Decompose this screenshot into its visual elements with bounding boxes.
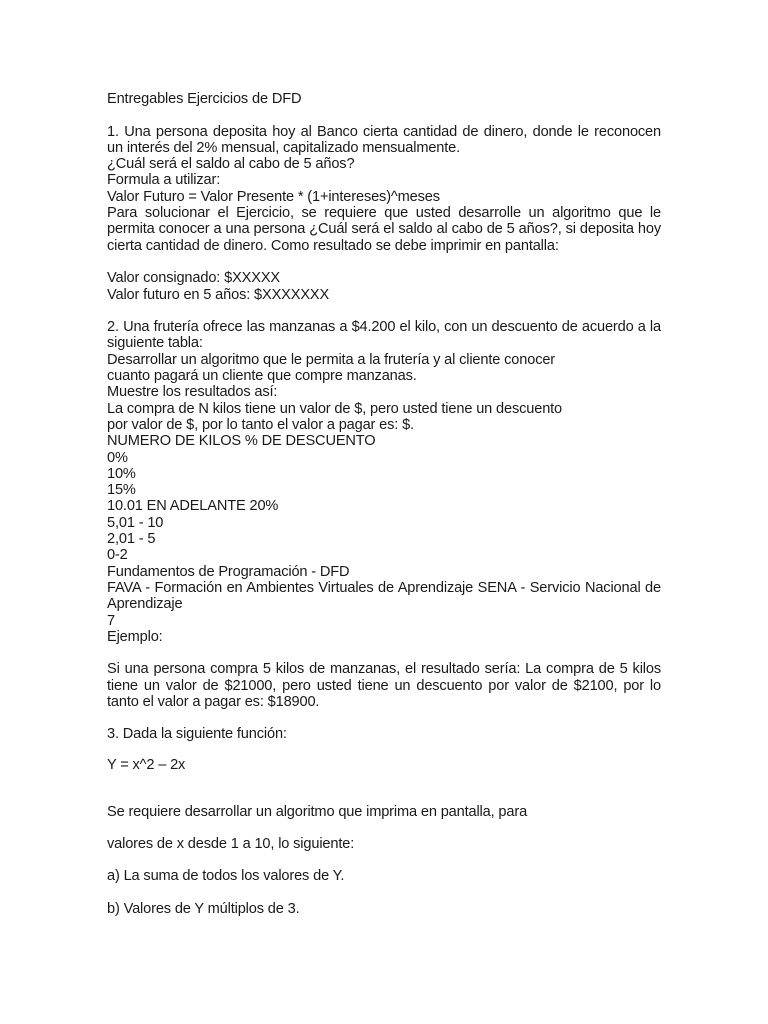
exercise-1-output-line-2: Valor futuro en 5 años: $XXXXXXX: [107, 286, 330, 303]
exercise-3-item-a: a) La suma de todos los valores de Y.: [107, 868, 345, 885]
exercise-2-line-4: La compra de N kilos tiene un valor de $, pero usted tiene un descuento: [107, 400, 563, 417]
exercise-3-statement: 3. Dada la siguiente función:: [107, 726, 287, 743]
exercise-1-formula: Valor Futuro = Valor Presente * (1+intereses)^meses: [107, 188, 440, 205]
discount-table-line: 0%: [107, 449, 128, 466]
discount-table-header: NUMERO DE KILOS % DE DESCUENTO: [107, 433, 376, 450]
exercise-1-question: ¿Cuál será el saldo al cabo de 5 años?: [107, 156, 355, 173]
exercise-1-instruction: Para solucionar el Ejercicio, se requiere que usted desarrolle un algoritmo que le permita conocer a una persona ¿Cuál será el saldo al cabo de 5 años?, si deposita hoy cierta cantidad de dinero. Como resultado se debe imprimir en pantalla:: [107, 205, 661, 254]
document-page: [107, 91, 661, 917]
exercise-1-output-line-1: Valor consignado: $XXXXX: [107, 270, 280, 287]
example-text: Si una persona compra 5 kilos de manzanas, el resultado sería: La compra de 5 kilos tiene un valor de $21000, pero usted tiene un descuento por valor de $2100, por lo tanto el valor a pagar es: $18900.: [107, 661, 661, 710]
example-label: Ejemplo:: [107, 628, 163, 645]
exercise-3-function: Y = x^2 – 2x: [107, 756, 186, 773]
exercise-2-line-3: Muestre los resultados así:: [107, 384, 278, 401]
discount-table-line: 2,01 - 5: [107, 531, 156, 548]
page-footer-course: Fundamentos de Programación - DFD: [107, 563, 350, 580]
exercise-1-statement: 1. Una persona deposita hoy al Banco cierta cantidad de dinero, donde le reconocen un interés del 2% mensual, capitalizado mensualmente.: [107, 123, 661, 156]
page-footer-institution: FAVA - Formación en Ambientes Virtuales de Aprendizaje SENA - Servicio Nacional de Aprendizaje: [107, 579, 661, 613]
page-number: 7: [107, 612, 115, 629]
exercise-3-line-2: valores de x desde 1 a 10, lo siguiente:: [107, 836, 355, 853]
exercise-2-line-1: Desarrollar un algoritmo que le permita a la frutería y al cliente conocer: [107, 351, 556, 368]
discount-table-line: 5,01 - 10: [107, 514, 164, 531]
discount-table-line: 15%: [107, 482, 136, 499]
exercise-2-line-5: por valor de $, por lo tanto el valor a pagar es: $.: [107, 416, 414, 433]
exercise-3-item-b: b) Valores de Y múltiplos de 3.: [107, 900, 300, 917]
document-title: Entregables Ejercicios de DFD: [107, 91, 302, 107]
discount-table-line: 10%: [107, 465, 136, 482]
discount-table-line: 10.01 EN ADELANTE 20%: [107, 498, 279, 515]
exercise-2-statement: 2. Una frutería ofrece las manzanas a $4.200 el kilo, con un descuento de acuerdo a la siguiente tabla:: [107, 319, 661, 352]
exercise-3-line-1: Se requiere desarrollar un algoritmo que imprima en pantalla, para: [107, 803, 528, 820]
exercise-1-formula-label: Formula a utilizar:: [107, 172, 221, 189]
exercise-2-line-2: cuanto pagará un cliente que compre manzanas.: [107, 368, 417, 385]
discount-table-line: 0-2: [107, 547, 128, 564]
